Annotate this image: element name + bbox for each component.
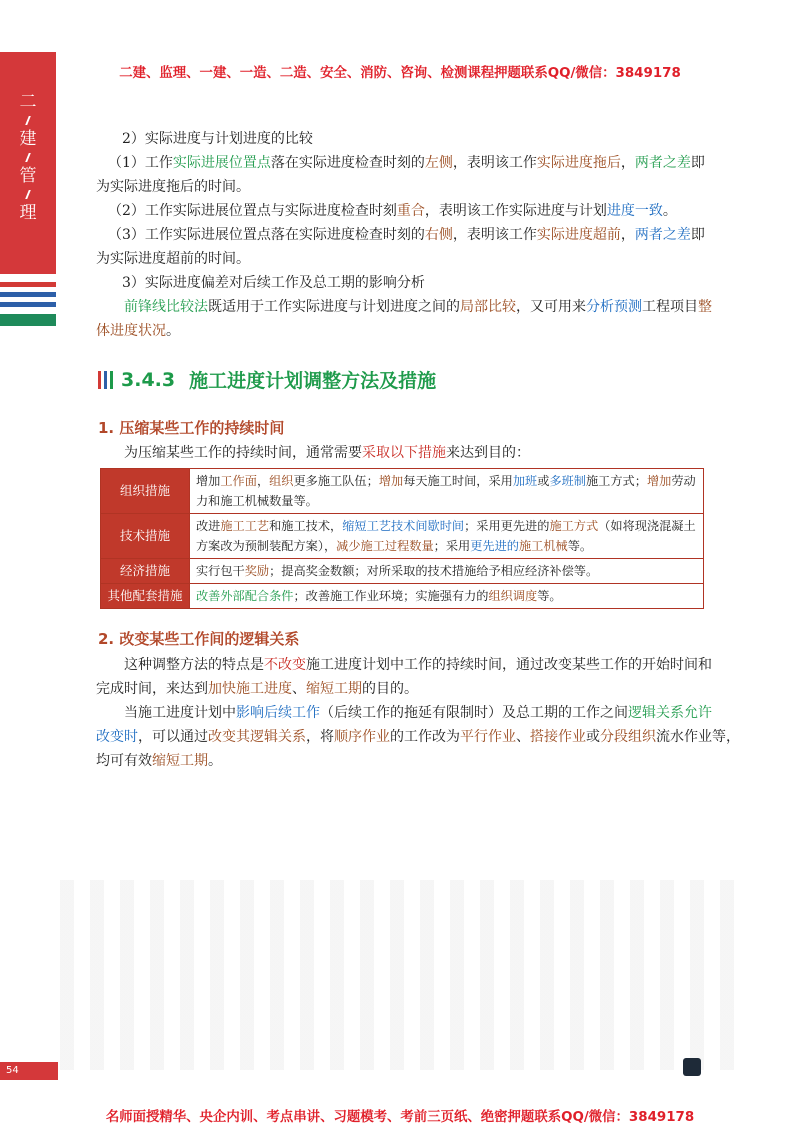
sidebar-char: 二 bbox=[19, 92, 37, 112]
section-title bbox=[98, 366, 436, 393]
measure-content: 改善外部配合条件；改善施工作业环境；实施强有力的组织调度等。 bbox=[190, 584, 704, 609]
qr-badge-icon bbox=[683, 1058, 701, 1076]
comparison-item-3: （3）工作实际进展位置点落在实际进度检查时刻的右侧，表明该工作实际进度超前，两者之差即 bbox=[108, 227, 705, 243]
subsection-2-para-1: 这种调整方法的特点是不改变施工进度计划中工作的持续时间，通过改变某些工作的开始时间和 bbox=[124, 657, 712, 673]
subsection-1-intro: 为压缩某些工作的持续时间，通常需要采取以下措施来达到目的： bbox=[124, 445, 530, 461]
comparison-item-1: （1）工作实际进展位置点落在实际进度检查时刻的左侧，表明该工作实际进度拖后，两者之差即 bbox=[108, 155, 705, 171]
subsection-2-para-1-cont: 完成时间，来达到加快施工进度、缩短工期的目的。 bbox=[96, 681, 418, 697]
page-number: 54 bbox=[0, 1062, 58, 1080]
subsection-1-title: 1. 压缩某些工作的持续时间 bbox=[98, 419, 285, 437]
comparison-item-1-cont: 为实际进度拖后的时间。 bbox=[96, 179, 250, 195]
comparison-item-2: （2）工作实际进展位置点与实际进度检查时刻重合，表明该工作实际进度与计划进度一致。 bbox=[108, 203, 677, 219]
measures-table bbox=[100, 468, 704, 609]
sidebar-stripe-green bbox=[0, 314, 56, 326]
measure-label: 经济措施 bbox=[101, 559, 190, 584]
measures-table-wrapper bbox=[100, 468, 704, 609]
header-banner: 二建、监理、一建、一造、二造、安全、消防、咨询、检测课程押题联系QQ/微信：3849178 bbox=[119, 66, 681, 81]
measures-row bbox=[101, 514, 704, 559]
measure-content: 增加工作面，组织更多施工队伍；增加每天施工时间，采用加班或多班制施工方式；增加劳动力和施工机械数量等。 bbox=[190, 469, 704, 514]
measures-row bbox=[101, 469, 704, 514]
sidebar-stripe-blue bbox=[0, 292, 56, 297]
sidebar-separator bbox=[25, 116, 31, 125]
section-heading: 施工进度计划调整方法及措施 bbox=[189, 370, 437, 392]
sidebar-separator bbox=[25, 190, 31, 199]
measure-label: 组织措施 bbox=[101, 469, 190, 514]
comparison-heading: 2）实际进度与计划进度的比较 bbox=[122, 131, 313, 147]
sidebar-char: 建 bbox=[19, 129, 37, 149]
sidebar-stripe-blue bbox=[0, 302, 56, 307]
sidebar-stripe-red bbox=[0, 282, 56, 287]
measure-label: 其他配套措施 bbox=[101, 584, 190, 609]
sidebar-char: 管 bbox=[19, 166, 37, 186]
section-bars-icon bbox=[98, 371, 113, 389]
impact-paragraph: 前锋线比较法既适用于工作实际进度与计划进度之间的局部比较，又可用来分析预测工程项目整 bbox=[124, 299, 712, 315]
measures-row bbox=[101, 584, 704, 609]
section-number: 3.4.3 bbox=[121, 368, 176, 391]
footer-banner: 名师面授精华、央企内训、考点串讲、习题模考、考前三页纸、绝密押题联系QQ/微信：3849178 bbox=[105, 1110, 695, 1125]
comparison-item-3-cont: 为实际进度超前的时间。 bbox=[96, 251, 250, 267]
subsection-2-para-2: 当施工进度计划中影响后续工作（后续工作的拖延有限制时）及总工期的工作之间逻辑关系允许 bbox=[124, 705, 712, 721]
subsection-2-para-2-cont2: 均可有效缩短工期。 bbox=[96, 753, 222, 769]
measure-label: 技术措施 bbox=[101, 514, 190, 559]
sidebar-char: 理 bbox=[19, 203, 37, 223]
measure-content: 实行包干奖励；提高奖金数额；对所采取的技术措施给予相应经济补偿等。 bbox=[190, 559, 704, 584]
impact-paragraph-cont: 体进度状况。 bbox=[96, 323, 180, 339]
measures-row bbox=[101, 559, 704, 584]
sidebar-chapter-tab bbox=[0, 52, 56, 274]
measure-content: 改进施工工艺和施工技术，缩短工艺技术间歇时间；采用更先进的施工方式（如将现浇混凝土方案改为预制装配方案），减少施工过程数量；采用更先进的施工机械等。 bbox=[190, 514, 704, 559]
impact-heading: 3）实际进度偏差对后续工作及总工期的影响分析 bbox=[122, 275, 425, 291]
city-skyline-decoration bbox=[60, 880, 740, 1070]
subsection-2-title: 2. 改变某些工作间的逻辑关系 bbox=[98, 630, 300, 648]
sidebar-separator bbox=[25, 153, 31, 162]
subsection-2-para-2-cont: 改变时，可以通过改变其逻辑关系，将顺序作业的工作改为平行作业、搭接作业或分段组织流水作业等， bbox=[96, 729, 740, 745]
